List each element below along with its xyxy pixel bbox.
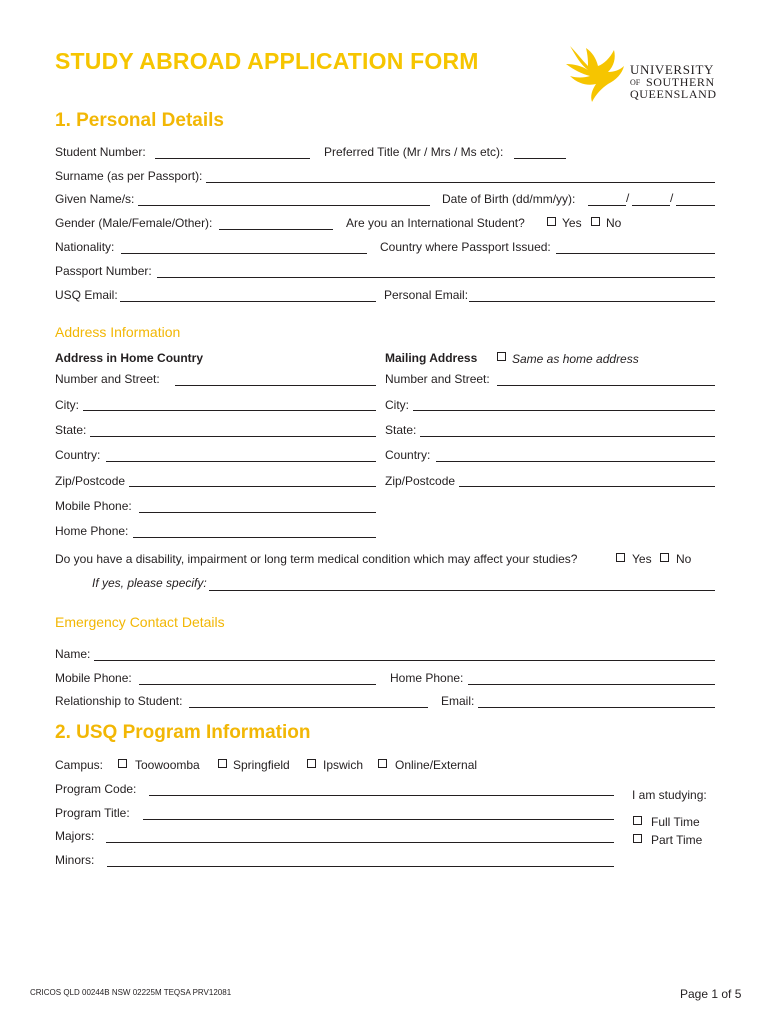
home-address-heading: Address in Home Country [55,351,204,365]
page-number: Page 1 of 5 [680,987,742,1001]
campus-online-label: Online/External [395,758,478,772]
dob-label: Date of Birth (dd/mm/yy): [442,192,576,206]
mailing-city-label: City: [385,398,409,412]
phoenix-icon [562,42,632,104]
home-city-field[interactable] [83,410,376,411]
surname-field[interactable] [206,182,715,183]
studying-label: I am studying: [632,788,707,802]
home-country-label: Country: [55,448,101,462]
dob-separator-2: / [670,191,674,205]
usq-email-label: USQ Email: [55,288,118,302]
passport-country-field[interactable] [556,253,715,254]
majors-field[interactable] [106,842,614,843]
logo-queensland: QUEENSLAND [630,87,717,101]
program-code-label: Program Code: [55,782,137,796]
international-yes-label: Yes [562,216,582,230]
same-as-home-checkbox[interactable] [497,352,506,361]
minors-label: Minors: [55,853,95,867]
part-time-label: Part Time [651,833,703,847]
majors-label: Majors: [55,829,95,843]
address-heading: Address Information [55,324,181,340]
program-title-label: Program Title: [55,806,130,820]
campus-springfield-checkbox[interactable] [218,759,227,768]
home-street-field[interactable] [175,385,376,386]
emergency-home-phone-label: Home Phone: [390,671,464,685]
home-street-label: Number and Street: [55,372,160,386]
minors-field[interactable] [107,866,614,867]
dob-day-field[interactable] [588,205,626,206]
program-title-field[interactable] [143,819,614,820]
student-number-field[interactable] [155,158,310,159]
dob-year-field[interactable] [676,205,715,206]
home-state-label: State: [55,423,87,437]
surname-label: Surname (as per Passport): [55,169,203,183]
mailing-zip-field[interactable] [459,486,715,487]
preferred-title-label: Preferred Title (Mr / Mrs / Ms etc): [324,145,504,159]
international-no-label: No [606,216,622,230]
mailing-state-field[interactable] [420,436,715,437]
emergency-mobile-field[interactable] [139,684,376,685]
disability-yes-checkbox[interactable] [616,553,625,562]
full-time-label: Full Time [651,815,700,829]
same-as-home-label: Same as home address [512,352,639,366]
student-number-label: Student Number: [55,145,146,159]
disability-no-label: No [676,552,692,566]
relationship-field[interactable] [189,707,428,708]
international-no-checkbox[interactable] [591,217,600,226]
mailing-zip-label: Zip/Postcode [385,474,456,488]
disability-question: Do you have a disability, impairment or long term medical condition which may affect your studies? [55,552,578,566]
given-names-label: Given Name/s: [55,192,135,206]
passport-number-field[interactable] [157,277,715,278]
if-yes-label: If yes, please specify: [92,576,207,590]
emergency-name-label: Name: [55,647,91,661]
nationality-field[interactable] [121,253,367,254]
campus-online-checkbox[interactable] [378,759,387,768]
home-phone-label: Home Phone: [55,524,129,538]
nationality-label: Nationality: [55,240,115,254]
personal-details-heading: 1. Personal Details [55,110,224,131]
personal-email-label: Personal Email: [384,288,469,302]
emergency-heading: Emergency Contact Details [55,614,225,630]
home-country-field[interactable] [106,461,376,462]
campus-ipswich-label: Ipswich [323,758,364,772]
mobile-phone-label: Mobile Phone: [55,499,132,513]
international-label: Are you an International Student? [346,216,525,230]
part-time-checkbox[interactable] [633,834,642,843]
emergency-email-field[interactable] [478,707,715,708]
mailing-city-field[interactable] [413,410,715,411]
passport-country-label: Country where Passport Issued: [380,240,551,254]
university-logo [562,42,732,104]
logo-university: UNIVERSITY [630,62,714,77]
preferred-title-field[interactable] [514,158,566,159]
campus-label: Campus: [55,758,104,772]
gender-field[interactable] [219,229,333,230]
home-phone-field[interactable] [133,537,376,538]
emergency-email-label: Email: [441,694,475,708]
campus-toowoomba-label: Toowoomba [135,758,200,772]
home-zip-label: Zip/Postcode [55,474,126,488]
gender-label: Gender (Male/Female/Other): [55,216,213,230]
mobile-phone-field[interactable] [139,512,376,513]
campus-toowoomba-checkbox[interactable] [118,759,127,768]
logo-of: OF [630,78,641,87]
emergency-home-phone-field[interactable] [468,684,715,685]
international-yes-checkbox[interactable] [547,217,556,226]
form-title: STUDY ABROAD APPLICATION FORM [55,48,479,74]
logo-southern: SOUTHERN [646,75,715,89]
personal-email-field[interactable] [469,301,715,302]
emergency-name-field[interactable] [94,660,715,661]
dob-separator-1: / [626,191,630,205]
full-time-checkbox[interactable] [633,816,642,825]
footer-codes: CRICOS QLD 00244B NSW 02225M TEQSA PRV12081 [30,988,232,997]
relationship-label: Relationship to Student: [55,694,183,708]
usq-email-field[interactable] [120,301,376,302]
disability-yes-label: Yes [632,552,652,566]
mailing-country-label: Country: [385,448,431,462]
home-city-label: City: [55,398,79,412]
program-code-field[interactable] [149,795,614,796]
disability-no-checkbox[interactable] [660,553,669,562]
passport-number-label: Passport Number: [55,264,152,278]
mailing-address-heading: Mailing Address [385,351,478,365]
campus-springfield-label: Springfield [233,758,290,772]
if-yes-field[interactable] [209,590,715,591]
mailing-street-field[interactable] [497,385,715,386]
given-names-field[interactable] [138,205,430,206]
mailing-state-label: State: [385,423,417,437]
home-state-field[interactable] [90,436,376,437]
mailing-street-label: Number and Street: [385,372,490,386]
home-zip-field[interactable] [129,486,376,487]
dob-month-field[interactable] [632,205,670,206]
emergency-mobile-label: Mobile Phone: [55,671,132,685]
mailing-country-field[interactable] [436,461,715,462]
program-heading: 2. USQ Program Information [55,722,311,743]
campus-ipswich-checkbox[interactable] [307,759,316,768]
